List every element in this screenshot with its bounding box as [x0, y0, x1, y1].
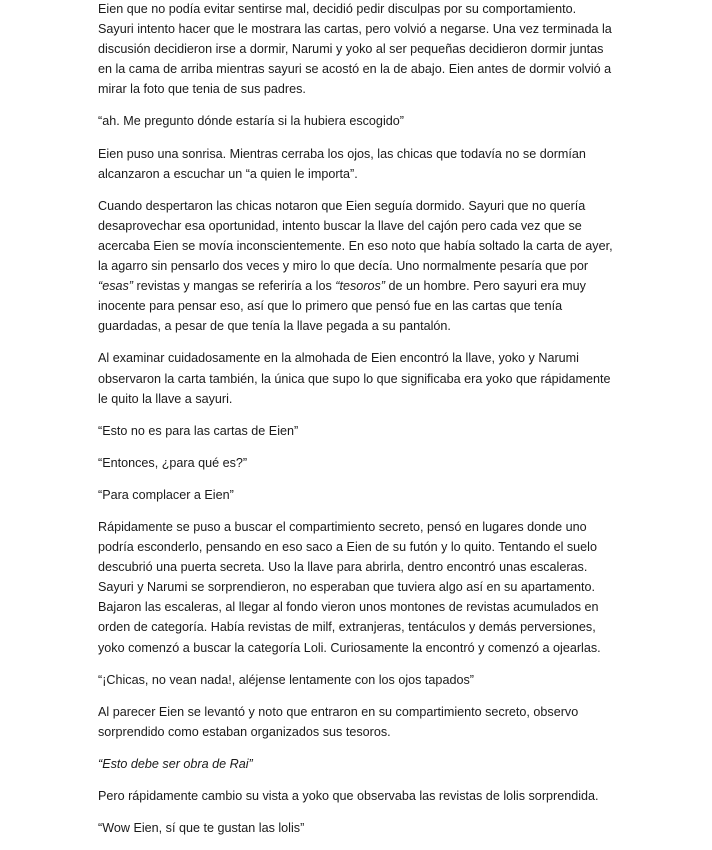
- document-body: [98, 0, 613, 850]
- paragraph-text: Eien puso una sonrisa. Mientras cerraba los ojos, las chicas que todavía no se dormían alcanzaron a escuchar un “a quien le importa”.: [98, 146, 586, 181]
- paragraph: [98, 0, 613, 99]
- paragraph: [98, 754, 613, 774]
- emphasized-text: “Esto debe ser obra de Rai”: [98, 756, 253, 771]
- paragraph-text: Eien que no podía evitar sentirse mal, decidió pedir disculpas por su comportamiento. Sayuri intento hacer que le mostrara las cartas, pero volvió a negarse. Una vez terminada la discusión decidieron irse a dormir, Narumi y yoko al ser pequeñas decidieron dormir juntas en la cama de arriba mientras sayuri se acostó en la de abajo. Eien antes de dormir volvió a mirar la foto que tenia de sus padres.: [98, 2, 612, 97]
- paragraph-text: “Wow Eien, sí que te gustan las lolis”: [98, 821, 305, 836]
- paragraph-text: Cuando despertaron las chicas notaron que Eien seguía dormido. Sayuri que no quería desaprovechar esa oportunidad, intento buscar la llave del cajón pero cada vez que se acercaba Eien se movía inconscientemente. En eso noto que había soltado la carta de ayer, la agarro sin pensarlo dos veces y miro lo que decía. Uno normalmente pesaría que por: [98, 198, 613, 274]
- paragraph: [98, 348, 613, 408]
- paragraph: [98, 196, 613, 337]
- paragraph: [98, 421, 613, 441]
- paragraph-text: revistas y mangas se referiría a los: [133, 279, 336, 294]
- paragraph-text: Pero rápidamente cambio su vista a yoko que observaba las revistas de lolis sorprendida.: [98, 789, 599, 803]
- paragraph-text: Al parecer Eien se levantó y noto que entraron en su compartimiento secreto, observo sorprendido como estaban organizados sus tesoros.: [98, 704, 579, 739]
- paragraph-text: de un hombre. Pero sayuri era muy inocente para pensar eso, así que lo primero que pensó fue en las cartas que tenía guardadas, a pesar de que tenía la llave pegada a su pantalón.: [98, 279, 586, 334]
- paragraph: [98, 144, 613, 184]
- paragraph-text: “Para complacer a Eien”: [98, 487, 234, 502]
- paragraph-text: “Entonces, ¿para qué es?”: [98, 455, 248, 470]
- paragraph-text: Al examinar cuidadosamente en la almohada de Eien encontró la llave, yoko y Narumi observaron la carta también, la única que supo lo que significaba era yoko que rápidamente le quito la llave a sayuri.: [98, 351, 611, 406]
- emphasized-text: “tesoros”: [335, 279, 385, 294]
- paragraph: [98, 786, 613, 806]
- paragraph-text: “ah. Me pregunto dónde estaría si la hubiera escogido”: [98, 114, 404, 129]
- emphasized-text: “esas”: [98, 279, 133, 294]
- paragraph: [98, 485, 613, 505]
- paragraph: [98, 818, 613, 838]
- paragraph-text: Rápidamente se puso a buscar el compartimiento secreto, pensó en lugares donde uno podría esconderlo, pensando en eso saco a Eien de su futón y lo quito. Tentando el suelo descubrió una puerta secreta. Uso la llave para abrirla, dentro encontró unas escaleras. Sayuri y Narumi se sorprendieron, no esperaban que tuviera algo así en su apartamento. Bajaron las escaleras, al llegar al fondo vieron unos montones de revistas acumulados en orden de categoría. Había revistas de milf, extranjeras, tentáculos y demás perversiones, yoko comenzó a buscar la categoría Loli. Curiosamente la encontró y comenzó a ojearlas.: [98, 519, 601, 655]
- paragraph: [98, 702, 613, 742]
- paragraph: [98, 517, 613, 658]
- paragraph: [98, 453, 613, 473]
- paragraph-text: “Esto no es para las cartas de Eien”: [98, 423, 299, 438]
- paragraph: [98, 111, 613, 131]
- paragraph: [98, 670, 613, 690]
- paragraph-text: “¡Chicas, no vean nada!, aléjense lentamente con los ojos tapados”: [98, 672, 474, 687]
